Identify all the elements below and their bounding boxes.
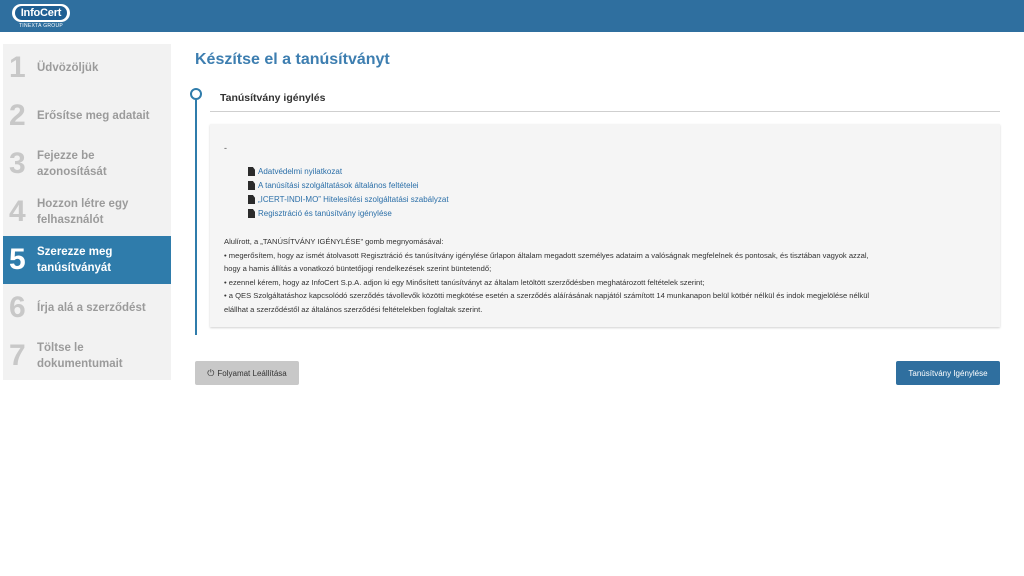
document-link-text[interactable]: A tanúsítási szolgáltatások általános feltételei xyxy=(258,181,419,190)
document-link-text[interactable]: Adatvédelmi nyilatkozat xyxy=(258,167,343,176)
logo-subtitle: TINEXTA GROUP xyxy=(18,23,64,29)
terms-card xyxy=(210,124,1000,327)
step-number: 3 xyxy=(9,147,26,180)
section-divider xyxy=(210,111,1000,112)
top-bar xyxy=(0,0,1024,32)
power-icon: ⏻ xyxy=(207,367,215,378)
logo-brand-text: InfoCert xyxy=(15,6,67,20)
step-number: 6 xyxy=(9,291,26,324)
logo-badge xyxy=(12,4,70,22)
declaration-line: elállhat a szerződéstől az általános szerződési feltételekben foglaltak szerint. xyxy=(224,304,483,314)
step-label: Fejezze be azonosítását xyxy=(37,150,107,178)
step-label: Töltse le dokumentumait xyxy=(37,342,123,370)
step-label: Hozzon létre egy felhasználót xyxy=(37,198,129,226)
step-4[interactable] xyxy=(3,188,171,236)
step-label: Erősítse meg adatait xyxy=(37,110,150,122)
step-6[interactable] xyxy=(3,284,171,332)
declaration-line: • a QES Szolgáltatáshoz kapcsolódó szerződés távollevők közötti megkötése esetén a szerződés aláírásának napjától számított 14 munkanapon belül kötbér nélkül és indok megjelölése nélkül xyxy=(224,291,870,300)
declaration-line: Alulírott, a „TANÚSÍTVÁNY IGÉNYLÉSE” gomb megnyomásával: xyxy=(224,237,444,246)
step-label: Írja alá a szerződést xyxy=(37,302,146,314)
declaration-line: hogy a hamis állítás a vonatkozó büntetőjogi rendelkezések szerint büntetendő; xyxy=(224,264,492,273)
request-certificate-label: Tanúsítvány Igénylése xyxy=(908,368,988,378)
document-link-text[interactable]: „ICERT-INDI-MO” Hitelesítési szolgáltatási szabályzat xyxy=(258,195,449,204)
document-icon xyxy=(248,209,255,218)
timeline-line xyxy=(195,99,197,335)
step-number: 1 xyxy=(9,51,26,84)
step-number: 7 xyxy=(9,339,26,372)
document-icon xyxy=(248,167,255,176)
declaration-text xyxy=(224,235,988,316)
declaration-line: • ezennel kérem, hogy az InfoCert S.p.A. adjon ki egy Minősített tanúsítványt az általam letöltött szerződésben meghatározott feltételek szerint; xyxy=(224,277,705,287)
step-label: Szerezze meg tanúsítványát xyxy=(37,246,113,274)
steps-sidebar xyxy=(3,44,171,380)
document-link-text[interactable]: Regisztráció és tanúsítvány igénylése xyxy=(258,209,392,218)
stop-process-button[interactable] xyxy=(195,361,299,385)
step-number: 2 xyxy=(9,99,26,132)
declaration-line: • megerősítem, hogy az ismét átolvasott Regisztráció és tanúsítvány igénylése űrlapon általam megadott személyes adataim a valóságnak megfelelnek és pontosak, és tisztában vagyok azzal, xyxy=(224,250,869,260)
document-icon xyxy=(248,181,255,190)
step-2[interactable] xyxy=(3,92,171,140)
request-certificate-button[interactable] xyxy=(896,361,1000,385)
page-title: Készítse el a tanúsítványt xyxy=(195,51,390,68)
step-5[interactable] xyxy=(3,236,171,284)
section-title: Tanúsítvány igénylés xyxy=(220,92,326,104)
stop-process-label: Folyamat Leállítása xyxy=(217,368,287,378)
infocert-logo xyxy=(12,4,70,28)
step-1[interactable] xyxy=(3,44,171,92)
step-number: 4 xyxy=(9,195,26,228)
card-dash: - xyxy=(224,143,227,153)
document-icon xyxy=(248,195,255,204)
step-7[interactable] xyxy=(3,332,171,380)
step-number: 5 xyxy=(9,243,26,276)
step-3[interactable] xyxy=(3,140,171,188)
step-label: Üdvözöljük xyxy=(37,62,99,74)
